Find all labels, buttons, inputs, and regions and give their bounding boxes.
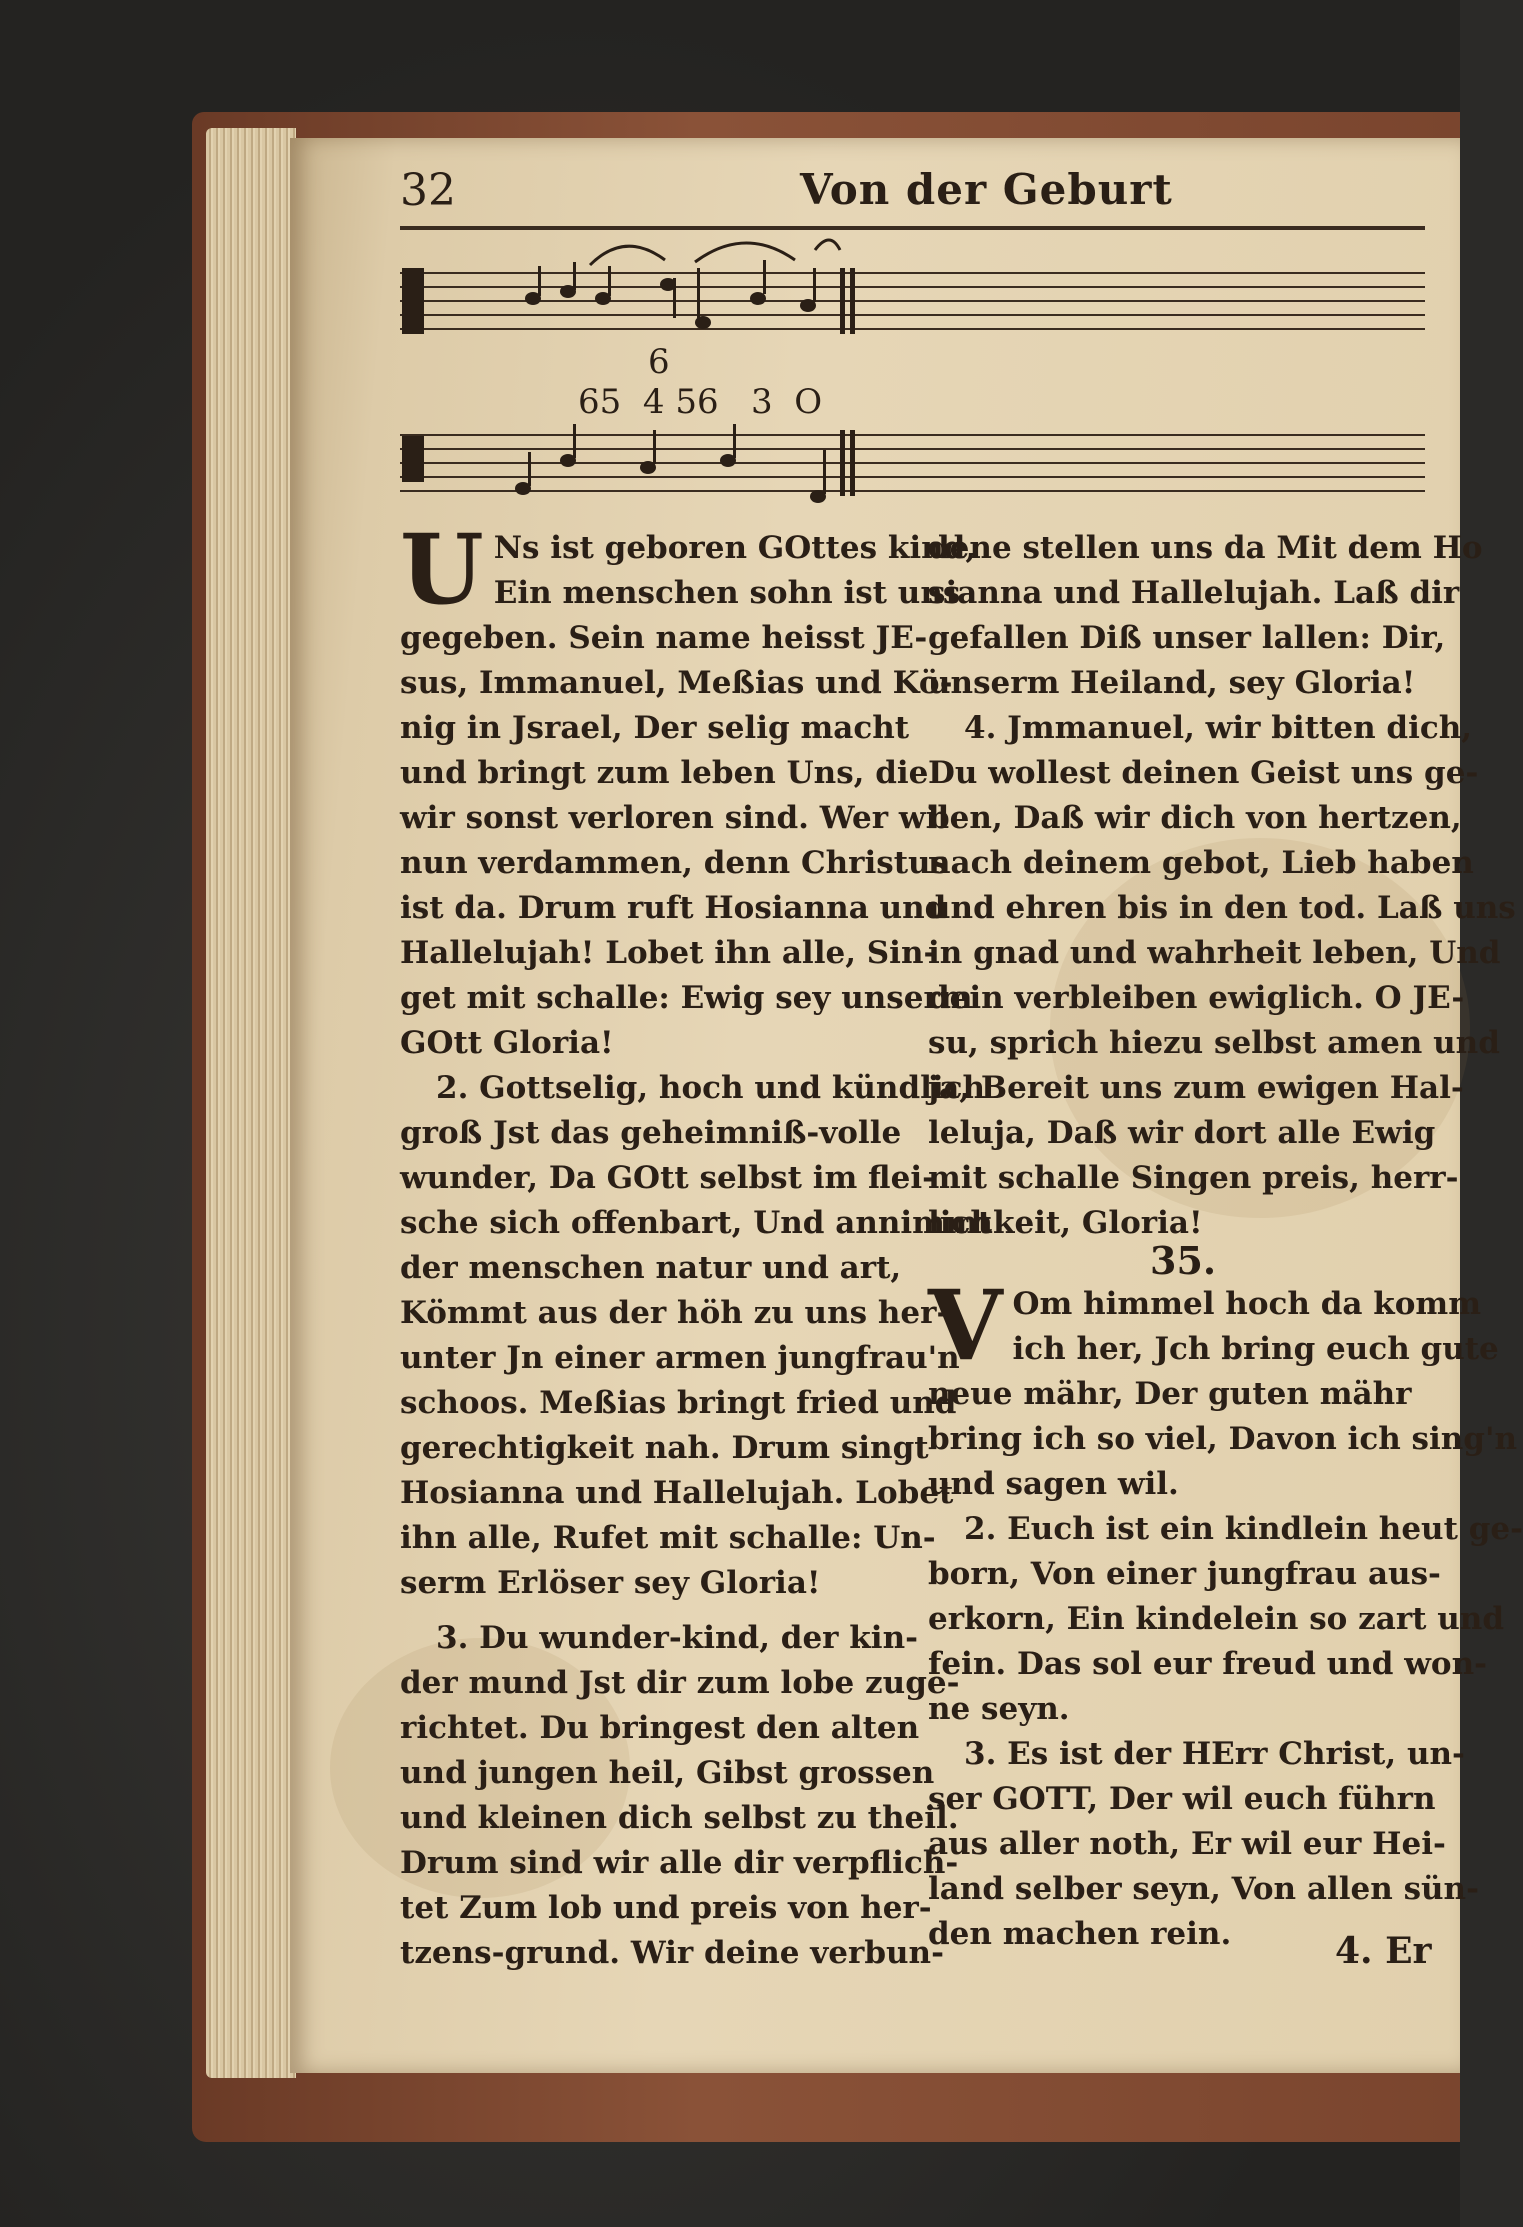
text-line: su, sprich hiezu selbst amen und [928, 1025, 1500, 1061]
text-line: richtet. Du bringest den alten [400, 1710, 920, 1746]
text-line: ser GOTT, Der wil euch führn [928, 1781, 1436, 1817]
text-line: gefallen Diß unser lallen: Dir, [928, 620, 1446, 656]
text-line: GOtt Gloria! [400, 1025, 614, 1061]
text-line: dein verbleiben ewiglich. O JE- [928, 980, 1465, 1016]
text-line: sche sich offenbart, Und annimmt [400, 1205, 993, 1241]
text-line: und jungen heil, Gibst grossen [400, 1755, 935, 1791]
text-line: born, Von einer jungfrau aus- [928, 1556, 1441, 1592]
text-line: nun verdammen, denn Christus [400, 845, 949, 881]
text-line: Ns ist geboren GOttes kind, [493, 530, 977, 566]
text-line: ja, Bereit uns zum ewigen Hal- [928, 1070, 1464, 1106]
header-rule [400, 226, 1425, 230]
text-line: land selber seyn, Von allen sün- [928, 1871, 1479, 1907]
text-line: ben, Daß wir dich von hertzen, [928, 800, 1462, 836]
text-line: Hosianna und Hallelujah. Lobet [400, 1475, 954, 1511]
text-line: serm Erlöser sey Gloria! [400, 1565, 821, 1601]
text-line: get mit schalle: Ewig sey unserm [400, 980, 973, 1016]
clef-icon [402, 268, 424, 334]
hymn-number: 35. [1150, 1238, 1217, 1283]
clef-icon [402, 436, 424, 482]
barline [850, 268, 855, 334]
text-line: erkorn, Ein kindelein so zart und [928, 1601, 1505, 1637]
text-line: lichkeit, Gloria! [928, 1205, 1203, 1241]
barline [850, 430, 855, 496]
text-line: Du wollest deinen Geist uns ge- [928, 755, 1479, 791]
text-line: wir sonst verloren sind. Wer wil [400, 800, 950, 836]
text-line: 2. Gottselig, hoch und kündlich [436, 1070, 986, 1106]
text-line: ihn alle, Rufet mit schalle: Un- [400, 1520, 936, 1556]
text-line: und ehren bis in den tod. Laß uns [928, 890, 1516, 926]
text-line: nach deinem gebot, Lieb haben [928, 845, 1474, 881]
text-line: neue mähr, Der guten mähr [928, 1376, 1412, 1412]
hymn-35-text [928, 1269, 1523, 1957]
text-line: mit schalle Singen preis, herr- [928, 1160, 1459, 1196]
text-line: gerechtigkeit nah. Drum singt [400, 1430, 929, 1466]
barline [840, 430, 845, 496]
figured-bass-bottom: 65 4 56 3 O [578, 382, 823, 422]
text-line: und sagen wil. [928, 1466, 1179, 1502]
text-line: Om himmel hoch da komm [1012, 1286, 1482, 1322]
text-line: Hallelujah! Lobet ihn alle, Sin- [400, 935, 937, 971]
text-line: sianna und Hallelujah. Laß dir [928, 575, 1460, 611]
barline [840, 268, 845, 334]
text-line: und bringt zum leben Uns, die [400, 755, 929, 791]
slur-icon [585, 230, 845, 270]
text-line: bring ich so viel, Davon ich sing'n [928, 1421, 1518, 1457]
text-line: sus, Immanuel, Meßias und Kö- [400, 665, 953, 701]
music-staff-treble [400, 268, 1425, 336]
text-line: 4. Jmmanuel, wir bitten dich, [964, 710, 1473, 746]
text-line: schoos. Meßias bringt fried und [400, 1385, 957, 1421]
text-line: leluja, Daß wir dort alle Ewig [928, 1115, 1436, 1151]
text-line: ne seyn. [928, 1691, 1070, 1727]
text-line: und kleinen dich selbst zu theil. [400, 1800, 959, 1836]
running-head: Von der Geburt [800, 165, 1173, 214]
text-line: fein. Das sol eur freud und won- [928, 1646, 1487, 1682]
text-line: gegeben. Sein name heisst JE- [400, 620, 928, 656]
text-line: unter Jn einer armen jungfrau'n [400, 1340, 960, 1376]
catchword: 4. Er [1335, 1930, 1432, 1972]
text-line: 3. Du wunder-kind, der kin- [436, 1620, 918, 1656]
text-line: 3. Es ist der HErr Christ, un- [964, 1736, 1465, 1772]
text-line: der mund Jst dir zum lobe zuge- [400, 1665, 960, 1701]
text-line: der menschen natur und art, [400, 1250, 902, 1286]
text-line: ich her, Jch bring euch gute [1012, 1331, 1499, 1367]
text-line: ist da. Drum ruft Hosianna und [400, 890, 947, 926]
left-text-column [400, 513, 993, 1976]
page-edges [206, 128, 296, 2078]
text-line: nig in Jsrael, Der selig macht [400, 710, 910, 746]
text-line: Drum sind wir alle dir verpflich- [400, 1845, 959, 1881]
text-line: Kömmt aus der höh zu uns her- [400, 1295, 950, 1331]
text-line: dene stellen uns da Mit dem Ho [928, 530, 1483, 566]
text-line: Ein menschen sohn ist uns [493, 575, 961, 611]
text-line: den machen rein. [928, 1916, 1232, 1952]
drop-capital: U [400, 513, 484, 626]
text-line: 2. Euch ist ein kindlein heut ge- [964, 1511, 1523, 1547]
page-header [400, 165, 1420, 225]
text-line: tet Zum lob und preis von her- [400, 1890, 932, 1926]
text-line: aus aller noth, Er wil eur Hei- [928, 1826, 1446, 1862]
right-text-column [928, 526, 1516, 1246]
drop-capital: V [928, 1269, 1003, 1382]
text-line: wunder, Da GOtt selbst im flei- [400, 1160, 935, 1196]
text-line: in gnad und wahrheit leben, Und [928, 935, 1501, 971]
page-number: 32 [400, 165, 456, 216]
text-line: groß Jst das geheimniß-volle [400, 1115, 902, 1151]
music-staff-bass [400, 430, 1425, 498]
text-line: unserm Heiland, sey Gloria! [928, 665, 1416, 701]
figured-bass-top: 6 [648, 342, 670, 382]
text-line: tzens-grund. Wir deine verbun- [400, 1935, 944, 1971]
